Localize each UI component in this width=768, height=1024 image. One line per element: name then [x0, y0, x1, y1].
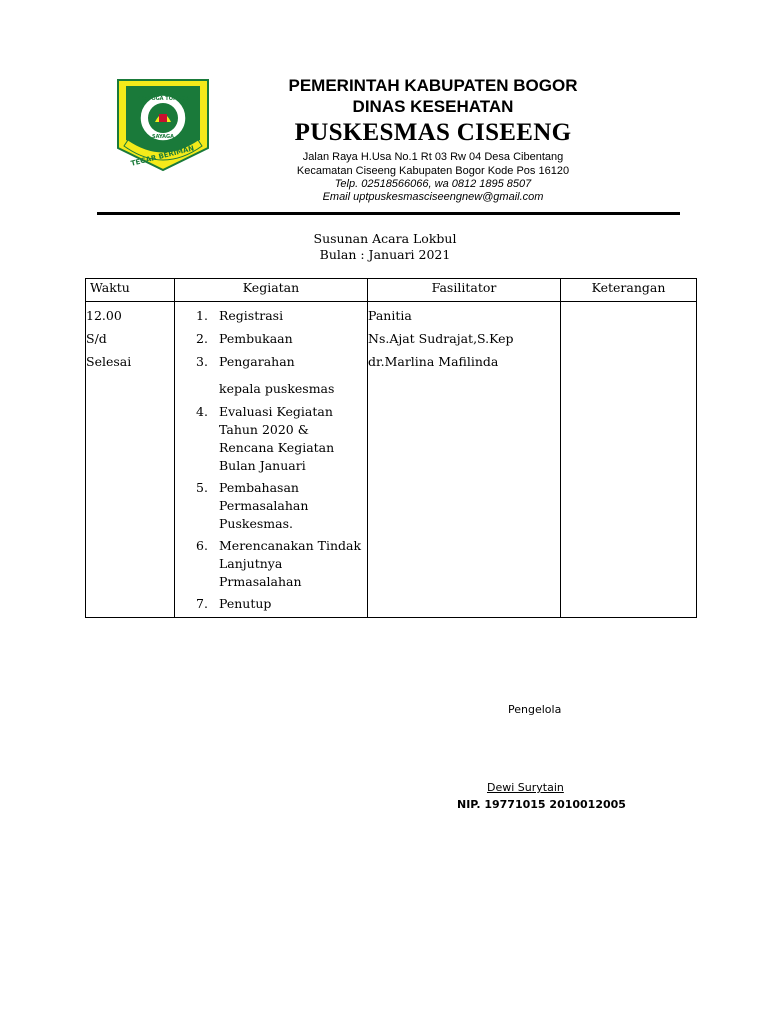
address-line-1: Jalan Raya H.Usa No.1 Rt 03 Rw 04 Desa Cibentang — [302, 151, 564, 163]
item-number: 1. — [196, 308, 208, 323]
agenda-table — [85, 278, 697, 618]
signature-nip: NIP. 19771015 2010012005 — [457, 798, 626, 811]
letterhead-divider — [97, 212, 680, 215]
header-keterangan: Keterangan — [561, 279, 697, 302]
kabupaten-bogor-logo — [116, 78, 210, 172]
item-text: Merencanakan Tindak Lanjutnya Prmasalahan — [219, 538, 362, 589]
institution-name: PUSKESMAS CISEENG — [294, 119, 572, 146]
list-item — [175, 350, 367, 400]
item-text: Evaluasi Kegiatan Tahun 2020 & Rencana Kegiatan Bulan Januari — [219, 404, 335, 473]
table-row — [86, 302, 697, 618]
fasilitator-item: dr.Marlina Mafilinda — [368, 354, 499, 369]
logo-text-top: PRAYOGA TOHAGA — [136, 96, 190, 102]
table-header-row — [86, 279, 697, 302]
keterangan-cell — [561, 302, 697, 618]
list-item — [175, 595, 367, 613]
signature-name: Dewi Surytain — [487, 781, 564, 794]
item-text: Registrasi — [219, 308, 284, 323]
header-fasilitator: Fasilitator — [368, 279, 561, 302]
item-number: 3. — [196, 354, 208, 369]
item-text: Pembahasan Permasalahan Puskesmas. — [219, 480, 309, 531]
fasilitator-cell — [368, 302, 561, 618]
item-number: 5. — [196, 480, 208, 495]
header-kegiatan: Kegiatan — [175, 279, 368, 302]
government-name: PEMERINTAH KABUPATEN BOGOR — [288, 76, 578, 95]
waktu-end: Selesai — [86, 354, 132, 369]
email-line: Email uptpuskesmasciseengnew@gmail.com — [322, 191, 544, 203]
document-title: Susunan Acara Lokbul — [313, 231, 457, 246]
item-number: 6. — [196, 538, 208, 553]
item-text: Penutup — [219, 596, 272, 611]
kegiatan-list — [175, 304, 367, 613]
item-number: 7. — [196, 596, 208, 611]
item-number: 4. — [196, 404, 208, 419]
address-line-2: Kecamatan Ciseeng Kabupaten Bogor Kode Pos 16120 — [296, 165, 570, 177]
logo-text-mid: SAYAGA — [152, 134, 174, 140]
item-text: Pembukaan — [219, 331, 293, 346]
item-number: 2. — [196, 331, 208, 346]
kegiatan-cell — [175, 302, 368, 618]
list-item — [175, 537, 367, 591]
fasilitator-item: Panitia — [368, 308, 412, 323]
item-subtext: kepala puskesmas — [219, 381, 335, 396]
department-name: DINAS KESEHATAN — [352, 97, 514, 116]
logo-banner-text: TEGAR BERIMAN — [130, 144, 195, 168]
waktu-start: 12.00 — [86, 308, 122, 323]
waktu-cell — [86, 302, 175, 618]
list-item — [175, 403, 367, 475]
waktu-separator: S/d — [86, 331, 107, 346]
document-period: Bulan : Januari 2021 — [319, 247, 451, 262]
header-waktu: Waktu — [86, 279, 175, 302]
list-item — [175, 479, 367, 533]
signature-role: Pengelola — [508, 703, 562, 716]
phone-line: Telp. 02518566066, wa 0812 1895 8507 — [334, 178, 532, 190]
fasilitator-item: Ns.Ajat Sudrajat,S.Kep — [368, 331, 514, 346]
item-text: Pengarahan — [219, 354, 295, 369]
list-item — [175, 304, 367, 327]
list-item — [175, 327, 367, 350]
